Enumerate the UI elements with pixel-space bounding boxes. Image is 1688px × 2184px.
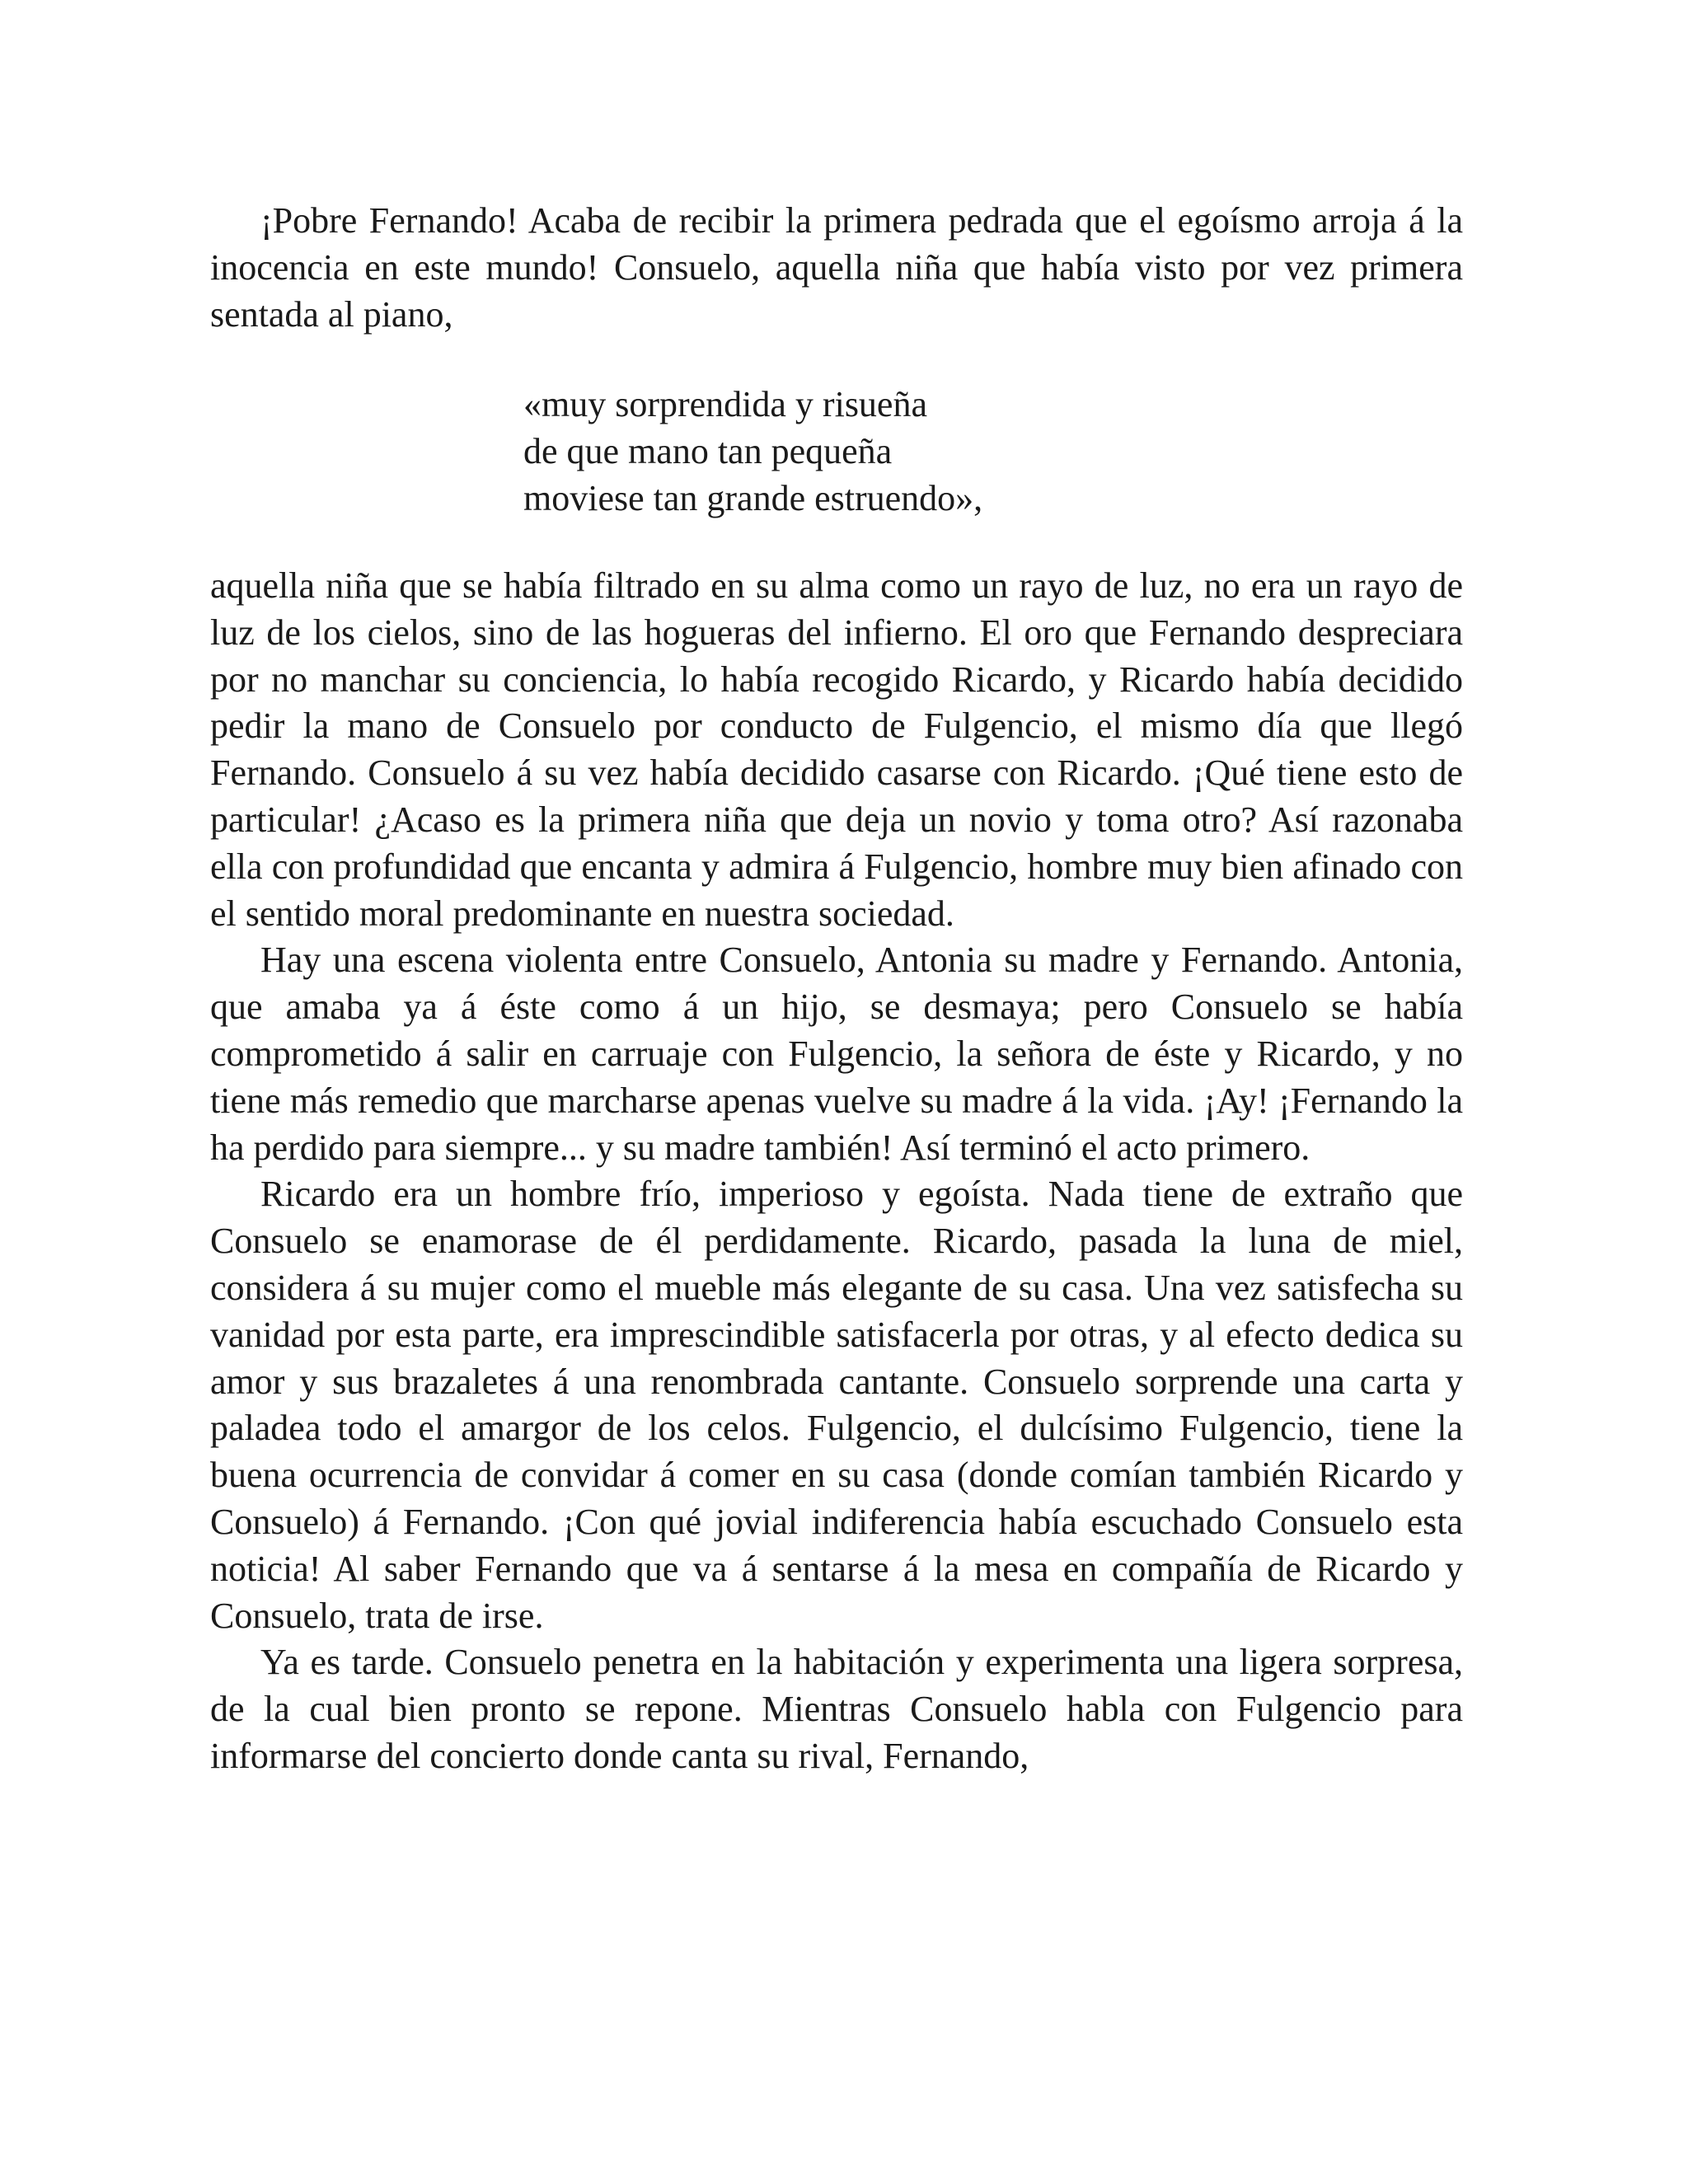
paragraph-3: Hay una escena violenta entre Consuelo, Antonia su madre y Fernando. Antonia, que amaba ya á éste como á un hijo, se desmaya; pero Consuelo se había comprometido á salir en carruaje con Fulgencio, la señora de éste y Ricardo, y no tiene más remedio que marcharse apenas vuelve su madre á la vida. ¡Ay! ¡Fernando la ha perdido para siempre... y su madre también! Así terminó el acto primero. — [210, 940, 1463, 1168]
paragraph-1: ¡Pobre Fernando! Acaba de recibir la primera pedrada que el egoísmo arroja á la inocencia en este mundo! Consuelo, aquella niña que había visto por vez primera sentada al piano, — [210, 200, 1463, 335]
verse-line-2: de que mano tan pequeña — [523, 430, 893, 471]
verse-quote — [523, 382, 1265, 522]
paragraph-4: Ricardo era un hombre frío, imperioso y egoísta. Nada tiene de extraño que Consuelo se enamorase de él perdidamente. Ricardo, pasada la luna de miel, considera á su mujer como el mueble más elegante de su casa. Una vez satisfecha su vanidad por esta parte, era imprescindible satisfacerla por otras, y al efecto dedica su amor y sus brazaletes á una renombrada cantante. Consuelo sorprende una carta y paladea todo el amargor de los celos. Fulgencio, el dulcísimo Fulgencio, tiene la buena ocurrencia de convidar á comer en su casa (donde comían también Ricardo y Consuelo) á Fernando. ¡Con qué jovial indiferencia había escuchado Consuelo esta noticia! Al saber Fernando que va á sentarse á la mesa en compañía de Ricardo y Consuelo, trata de irse. — [210, 1174, 1463, 1636]
paragraph-5: Ya es tarde. Consuelo penetra en la habitación y experimenta una ligera sorpresa, de la cual bien pronto se repone. Mientras Consuelo habla con Fulgencio para informarse del concierto donde canta su rival, Fernando, — [210, 1642, 1463, 1776]
text-block-top — [210, 198, 1463, 338]
paragraph-2: aquella niña que se había filtrado en su alma como un rayo de luz, no era un rayo de luz de los cielos, sino de las hogueras del infierno. El oro que Fernando despreciara por no manchar su conciencia, lo había recogido Ricardo, y Ricardo había decidido pedir la mano de Consuelo por conducto de Fulgencio, el mismo día que llegó Fernando. Consuelo á su vez había decidido casarse con Ricardo. ¡Qué tiene esto de particular! ¿Acaso es la primera niña que deja un novio y toma otro? Así razonaba ella con profundidad que encanta y admira á Fulgencio, hombre muy bien afinado con el sentido moral predominante en nuestra sociedad. — [210, 565, 1463, 934]
text-block-main — [210, 563, 1463, 1780]
verse-line-1: «muy sorprendida y risueña — [523, 384, 927, 424]
verse-line-3: moviese tan grande estruendo», — [523, 477, 983, 518]
